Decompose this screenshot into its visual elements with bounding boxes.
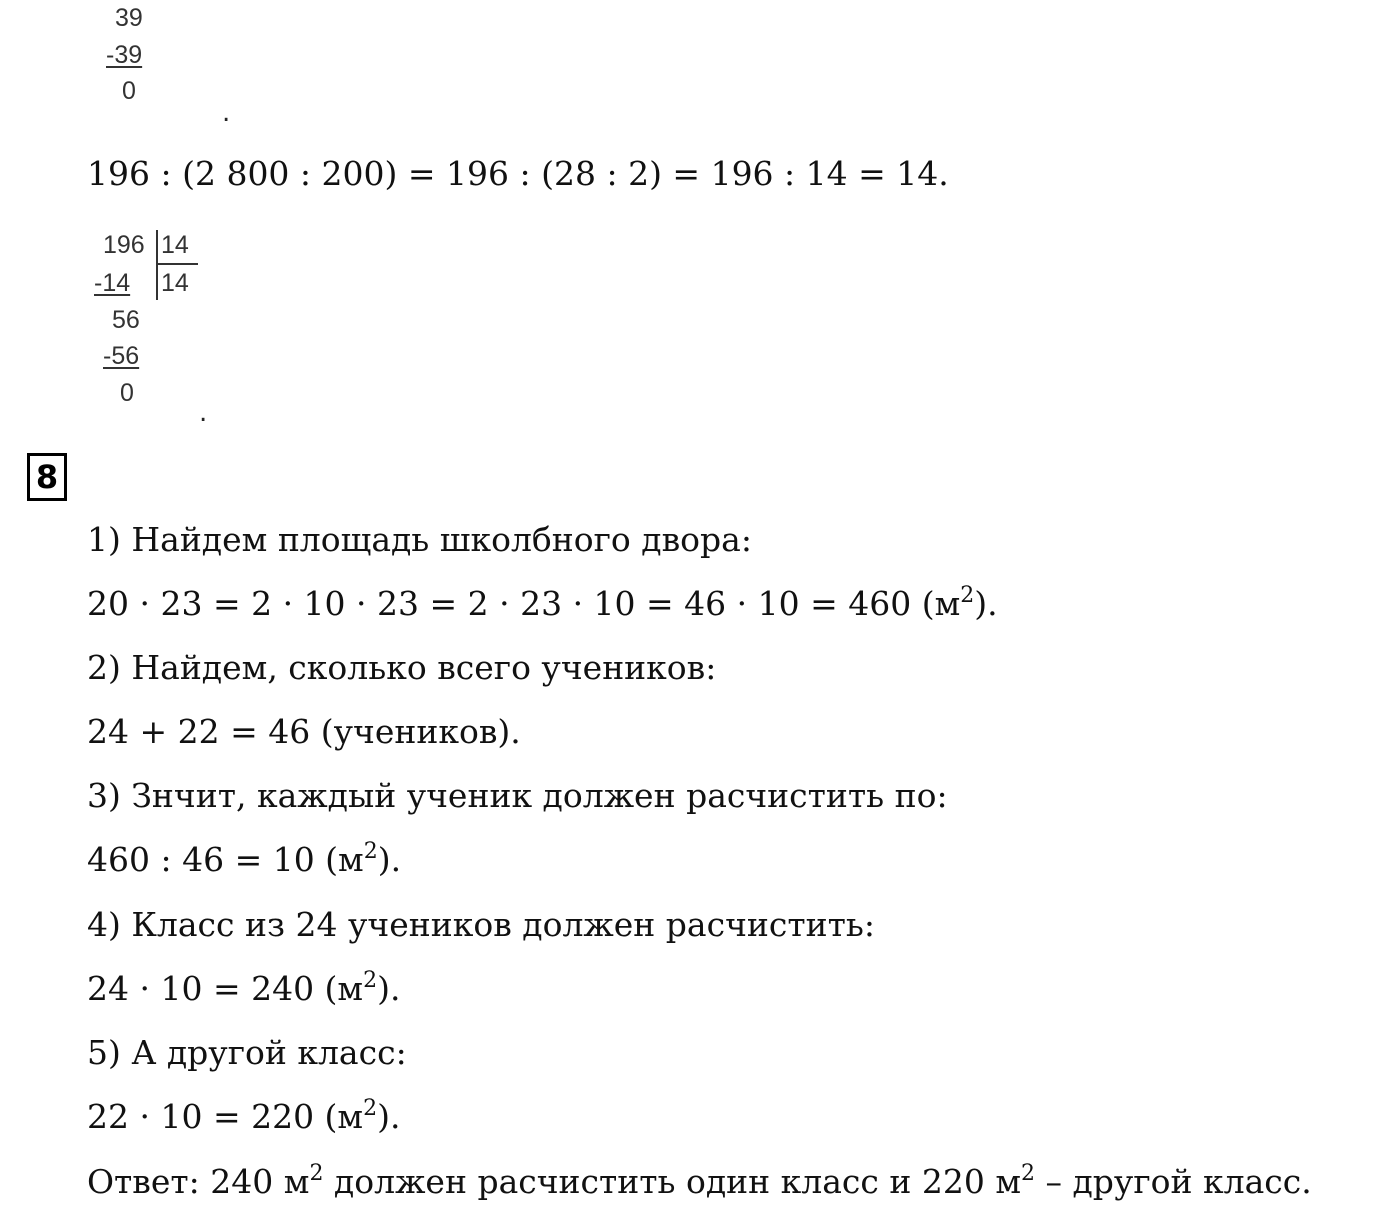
answer-part-2: должен расчистить один класс и 220 м xyxy=(323,1162,1021,1201)
division-bracket-horizontal xyxy=(156,263,198,265)
calc-2: 24 + 22 = 46 (учеников). xyxy=(87,712,521,751)
answer-part-1: Ответ: 240 м xyxy=(87,1162,310,1201)
task-number-box: 8 xyxy=(27,453,67,501)
step-1: 1) Найдем площадь школбного двора: xyxy=(87,520,752,559)
step-3: 3) Знчит, каждый ученик должен расчистить по: xyxy=(87,776,948,815)
division-39-dot: . xyxy=(222,98,231,128)
calc-3-exponent: 2 xyxy=(363,839,378,864)
step-2: 2) Найдем, сколько всего учеников: xyxy=(87,648,717,687)
calc-3 xyxy=(87,840,401,880)
answer-exponent-1: 2 xyxy=(309,1161,324,1186)
calc-4-exponent: 2 xyxy=(363,968,378,993)
answer xyxy=(87,1162,1312,1202)
division-196-remainder: 0 xyxy=(120,379,134,407)
equation-196: 196 : (2 800 : 200) = 196 : (28 : 2) = 196 : 14 = 14. xyxy=(87,154,949,193)
calc-5-end: ). xyxy=(377,1097,401,1136)
division-196-subtract1: -14 xyxy=(94,269,131,297)
calc-5-exponent: 2 xyxy=(363,1096,378,1121)
calc-3-text: 460 : 46 = 10 (м xyxy=(87,840,364,879)
calc-5 xyxy=(87,1097,400,1137)
division-196-dividend: 196 xyxy=(103,231,145,259)
calc-4-end: ). xyxy=(377,969,401,1008)
division-196-divisor: 14 xyxy=(161,231,189,259)
division-196-subtract2: -56 xyxy=(103,342,140,370)
step-5: 5) А другой класс: xyxy=(87,1033,407,1072)
division-bracket-vertical xyxy=(156,230,158,300)
division-196-partial: 56 xyxy=(112,306,140,334)
answer-exponent-2: 2 xyxy=(1021,1161,1035,1186)
calc-4 xyxy=(87,969,400,1009)
step-4: 4) Класс из 24 учеников должен расчистить: xyxy=(87,905,875,944)
calc-1-end: ). xyxy=(974,584,998,623)
calc-4-text: 24 · 10 = 240 (м xyxy=(87,969,364,1008)
calc-5-text: 22 · 10 = 220 (м xyxy=(87,1097,364,1136)
division-39-dividend: 39 xyxy=(115,4,143,32)
division-39-subtract: -39 xyxy=(106,41,143,69)
division-196-quotient: 14 xyxy=(161,269,189,297)
division-196-dot: . xyxy=(199,398,208,428)
calc-1 xyxy=(87,584,998,624)
calc-3-end: ). xyxy=(377,840,402,879)
division-39-remainder: 0 xyxy=(122,77,136,105)
calc-1-exponent: 2 xyxy=(960,583,975,608)
answer-part-3: – другой класс. xyxy=(1035,1162,1312,1201)
calc-1-text: 20 · 23 = 2 · 10 · 23 = 2 · 23 · 10 = 46 · 10 = 460 (м xyxy=(87,584,961,623)
